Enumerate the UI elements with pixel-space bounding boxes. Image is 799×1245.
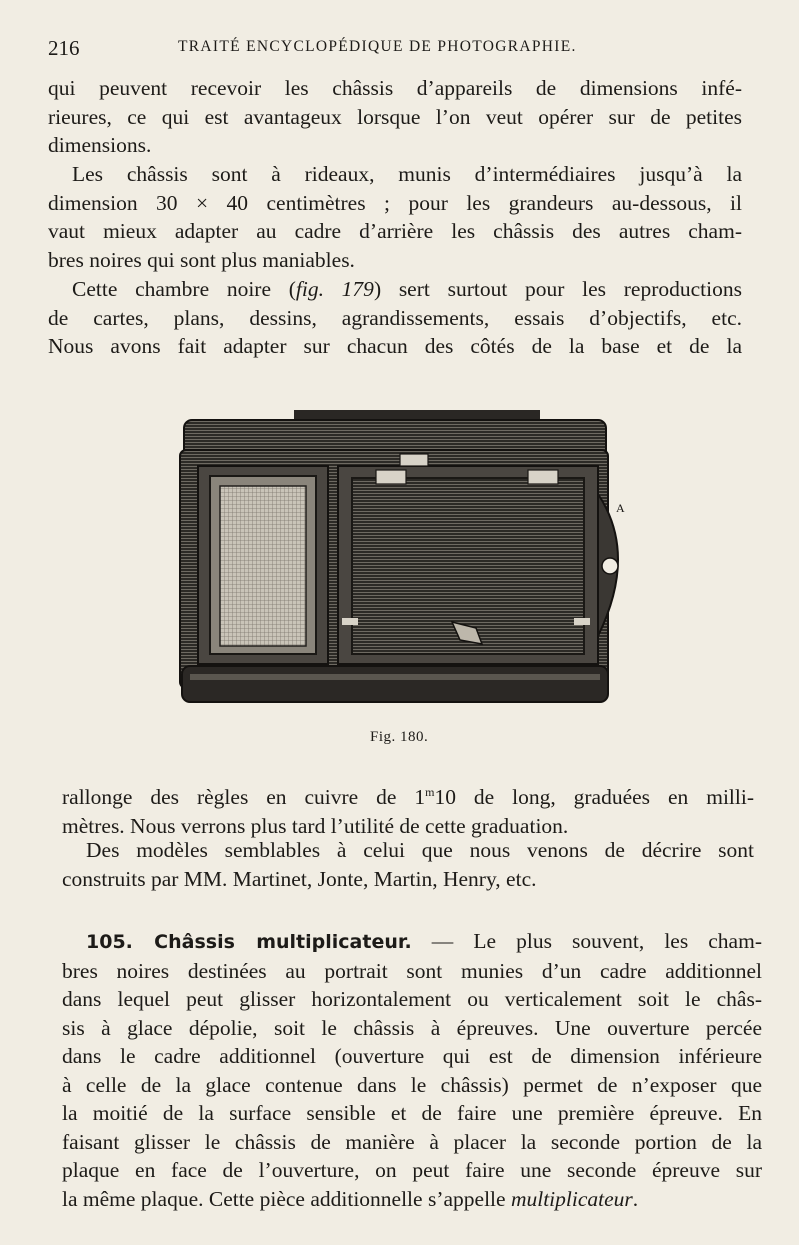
camera-back-engraving xyxy=(176,404,632,710)
text-fragment: . xyxy=(632,1186,639,1211)
text-line xyxy=(62,778,754,812)
text-line: de cartes, plans, dessins, agrandissements, essais d’objectifs, etc. xyxy=(48,305,742,330)
superscript: m xyxy=(425,785,435,799)
text-line: dimension 30 × 40 centimètres ; pour les grandeurs au-dessous, il xyxy=(48,190,742,215)
text-line: la moitié de la surface sensible et de faire une première épreuve. En xyxy=(62,1101,762,1125)
text-fragment: rallonge des règles en cuivre de 1 xyxy=(62,785,426,809)
text-line: mètres. Nous verrons plus tard l’utilité de cette graduation. xyxy=(62,813,569,838)
section-105 xyxy=(62,927,762,1213)
paragraph-1 xyxy=(48,74,742,160)
text-line: bres noires qui sont plus maniables. xyxy=(48,247,355,272)
text-line: rieures, ce qui est avantageux lorsque l’on veut opérer sur de petites xyxy=(48,104,742,129)
figure-label-a: A xyxy=(616,501,625,515)
text-fragment: 10 de long, graduées en milli- xyxy=(434,785,754,809)
text-line xyxy=(62,1185,762,1214)
text-line: dans lequel peut glisser horizontalement ou verticalement soit le châs- xyxy=(62,987,762,1011)
text-line xyxy=(48,275,742,304)
text-fragment: la même plaque. Cette pièce additionnelle s’appelle xyxy=(62,1186,511,1211)
text-fragment: ) sert surtout pour les reproductions xyxy=(373,277,742,301)
section-heading: 105. Châssis multiplicateur. xyxy=(86,931,412,953)
figure-caption: Fig. 180. xyxy=(370,729,429,745)
page-header xyxy=(48,36,748,66)
text-line xyxy=(62,927,762,957)
page-number: 216 xyxy=(48,36,80,60)
paragraph-3 xyxy=(48,275,742,361)
text-line: plaque en face de l’ouverture, on peut faire une seconde épreuve sur xyxy=(62,1158,762,1182)
text-line: dimensions. xyxy=(48,133,152,157)
text-line: à celle de la glace contenue dans le châssis) permet de n’exposer que xyxy=(62,1072,762,1097)
text-fragment: Cette chambre noire ( xyxy=(72,277,296,301)
text-line: qui peuvent recevoir les châssis d’appareils de dimensions infé- xyxy=(48,76,742,100)
italic-term: multiplicateur xyxy=(510,1186,633,1211)
text-line: bres noires destinées au portrait sont munies d’un cadre additionnel xyxy=(62,958,762,983)
text-line: sis à glace dépolie, soit le châssis à épreuves. Une ouverture percée xyxy=(62,1015,762,1040)
figure-180-illustration xyxy=(176,404,632,710)
text-fragment: — Le plus souvent, les cham- xyxy=(411,929,762,953)
text-line: construits par MM. Martinet, Jonte, Martin, Henry, etc. xyxy=(62,866,537,891)
text-line: dans le cadre additionnel (ouverture qui est de dimension inférieure xyxy=(62,1044,762,1068)
running-title: TRAITÉ ENCYCLOPÉDIQUE DE PHOTOGRAPHIE. xyxy=(178,38,577,55)
text-line: faisant glisser le châssis de manière à placer la seconde portion de la xyxy=(62,1129,762,1154)
paragraph-2 xyxy=(48,160,742,274)
figure-reference: fig. 179 xyxy=(295,277,374,301)
text-line: Nous avons fait adapter sur chacun des côtés de la base et de la xyxy=(48,334,742,358)
paragraph-5 xyxy=(62,836,754,893)
text-line: Des modèles semblables à celui que nous venons de décrire sont xyxy=(86,838,754,862)
paragraph-4 xyxy=(62,778,754,840)
text-line: vaut mieux adapter au cadre d’arrière les châssis des autres cham- xyxy=(48,219,742,243)
text-line: Les châssis sont à rideaux, munis d’intermédiaires jusqu’à la xyxy=(72,162,742,186)
